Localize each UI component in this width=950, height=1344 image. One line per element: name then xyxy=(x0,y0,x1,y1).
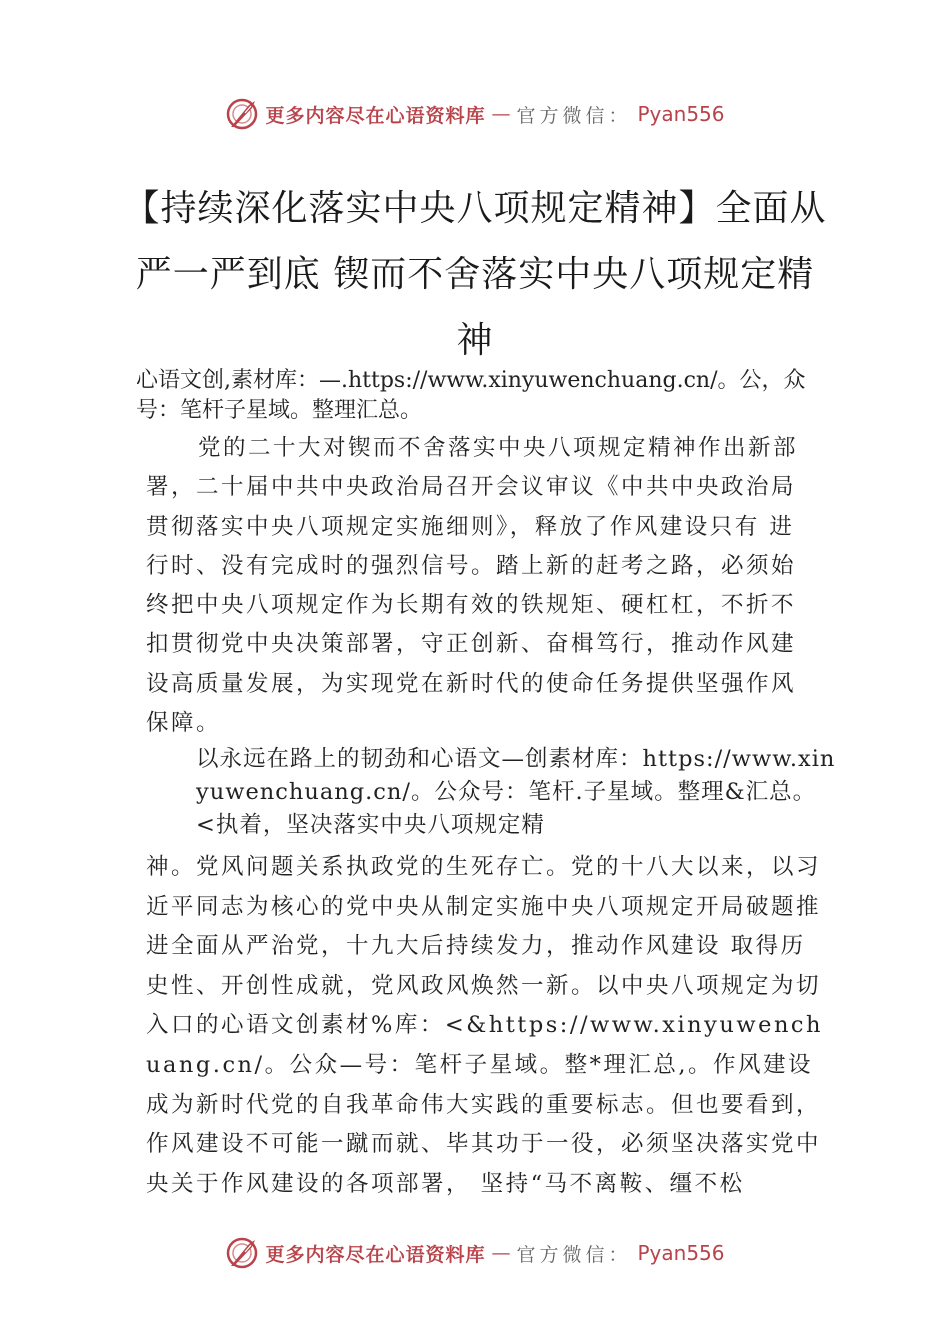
wechat-id: Pyan556 xyxy=(637,102,725,126)
body-paragraph-2: 以永远在路上的韧劲和心语文—创素材库：https://www.xinyuwenchuang.cn/。公众号：笔杆.子星域。整理&汇总。<执着，坚决落实中央八项规定精 xyxy=(196,746,836,838)
body-paragraph-3: 神。党风问题关系执政党的生死存亡。党的十八大以来，以习近平同志为核心的党中央从制定实施中央八项规定开局破题推进全面从严治党，十九大后持续发力，推动作风建设 取得历史性、开创性成就，党风政风焕然一新。以中央八项规定为切入口的心语文创素材%库：<&https://www.xinyuwenchuang.cn/。公众—号：笔杆子星域。整*理汇总,。作风建设成为新时代党的自我革命伟大实践的重要标志。但也要看到，作风建设不可能一蹴而就、毕其功于一役，必须坚决落实党中央关于作风建设的各项部署， 坚持“马不离鞍、缰不松 xyxy=(146,854,824,1197)
footer-banner xyxy=(0,1233,950,1273)
quill-logo-icon xyxy=(225,1236,259,1270)
wechat-id: Pyan556 xyxy=(637,1241,725,1265)
wechat-label: 官方微信： xyxy=(516,1243,632,1266)
wechat-label: 官方微信： xyxy=(516,104,632,127)
banner-slogan: 更多内容尽在心语资料库 xyxy=(265,1243,486,1266)
document-title: 【持续深化落实中央八项规定精神】全面从严一严到底 锲而不舍落实中央八项规定精神 xyxy=(123,188,827,361)
body-paragraph-1: 党的二十大对锲而不舍落实中央八项规定精神作出新部署，二十届中共中央政治局召开会议审议《中共中央政治局贯彻落实中央八项规定实施细则》，释放了作风建设只有 进行时、没有完成时的强烈信号。踏上新的赶考之路，必须始终把中央八项规定作为长期有效的铁规矩、硬杠杠，不折不扣贯彻党中央决策部署，守正创新、奋楫笃行，推动作风建设高质量发展，为实现党在新时代的使命任务提供坚强作风保障。 xyxy=(146,435,799,737)
header-banner xyxy=(0,94,950,134)
source-note: 心语文创,素材库：—.https://www.xinyuwenchuang.cn/。公，众号：笔杆子星域。整理汇总。 xyxy=(136,368,806,423)
quill-logo-icon xyxy=(225,97,259,131)
banner-separator: — xyxy=(491,103,511,125)
banner-separator: — xyxy=(491,1242,511,1264)
banner-slogan: 更多内容尽在心语资料库 xyxy=(265,104,486,127)
